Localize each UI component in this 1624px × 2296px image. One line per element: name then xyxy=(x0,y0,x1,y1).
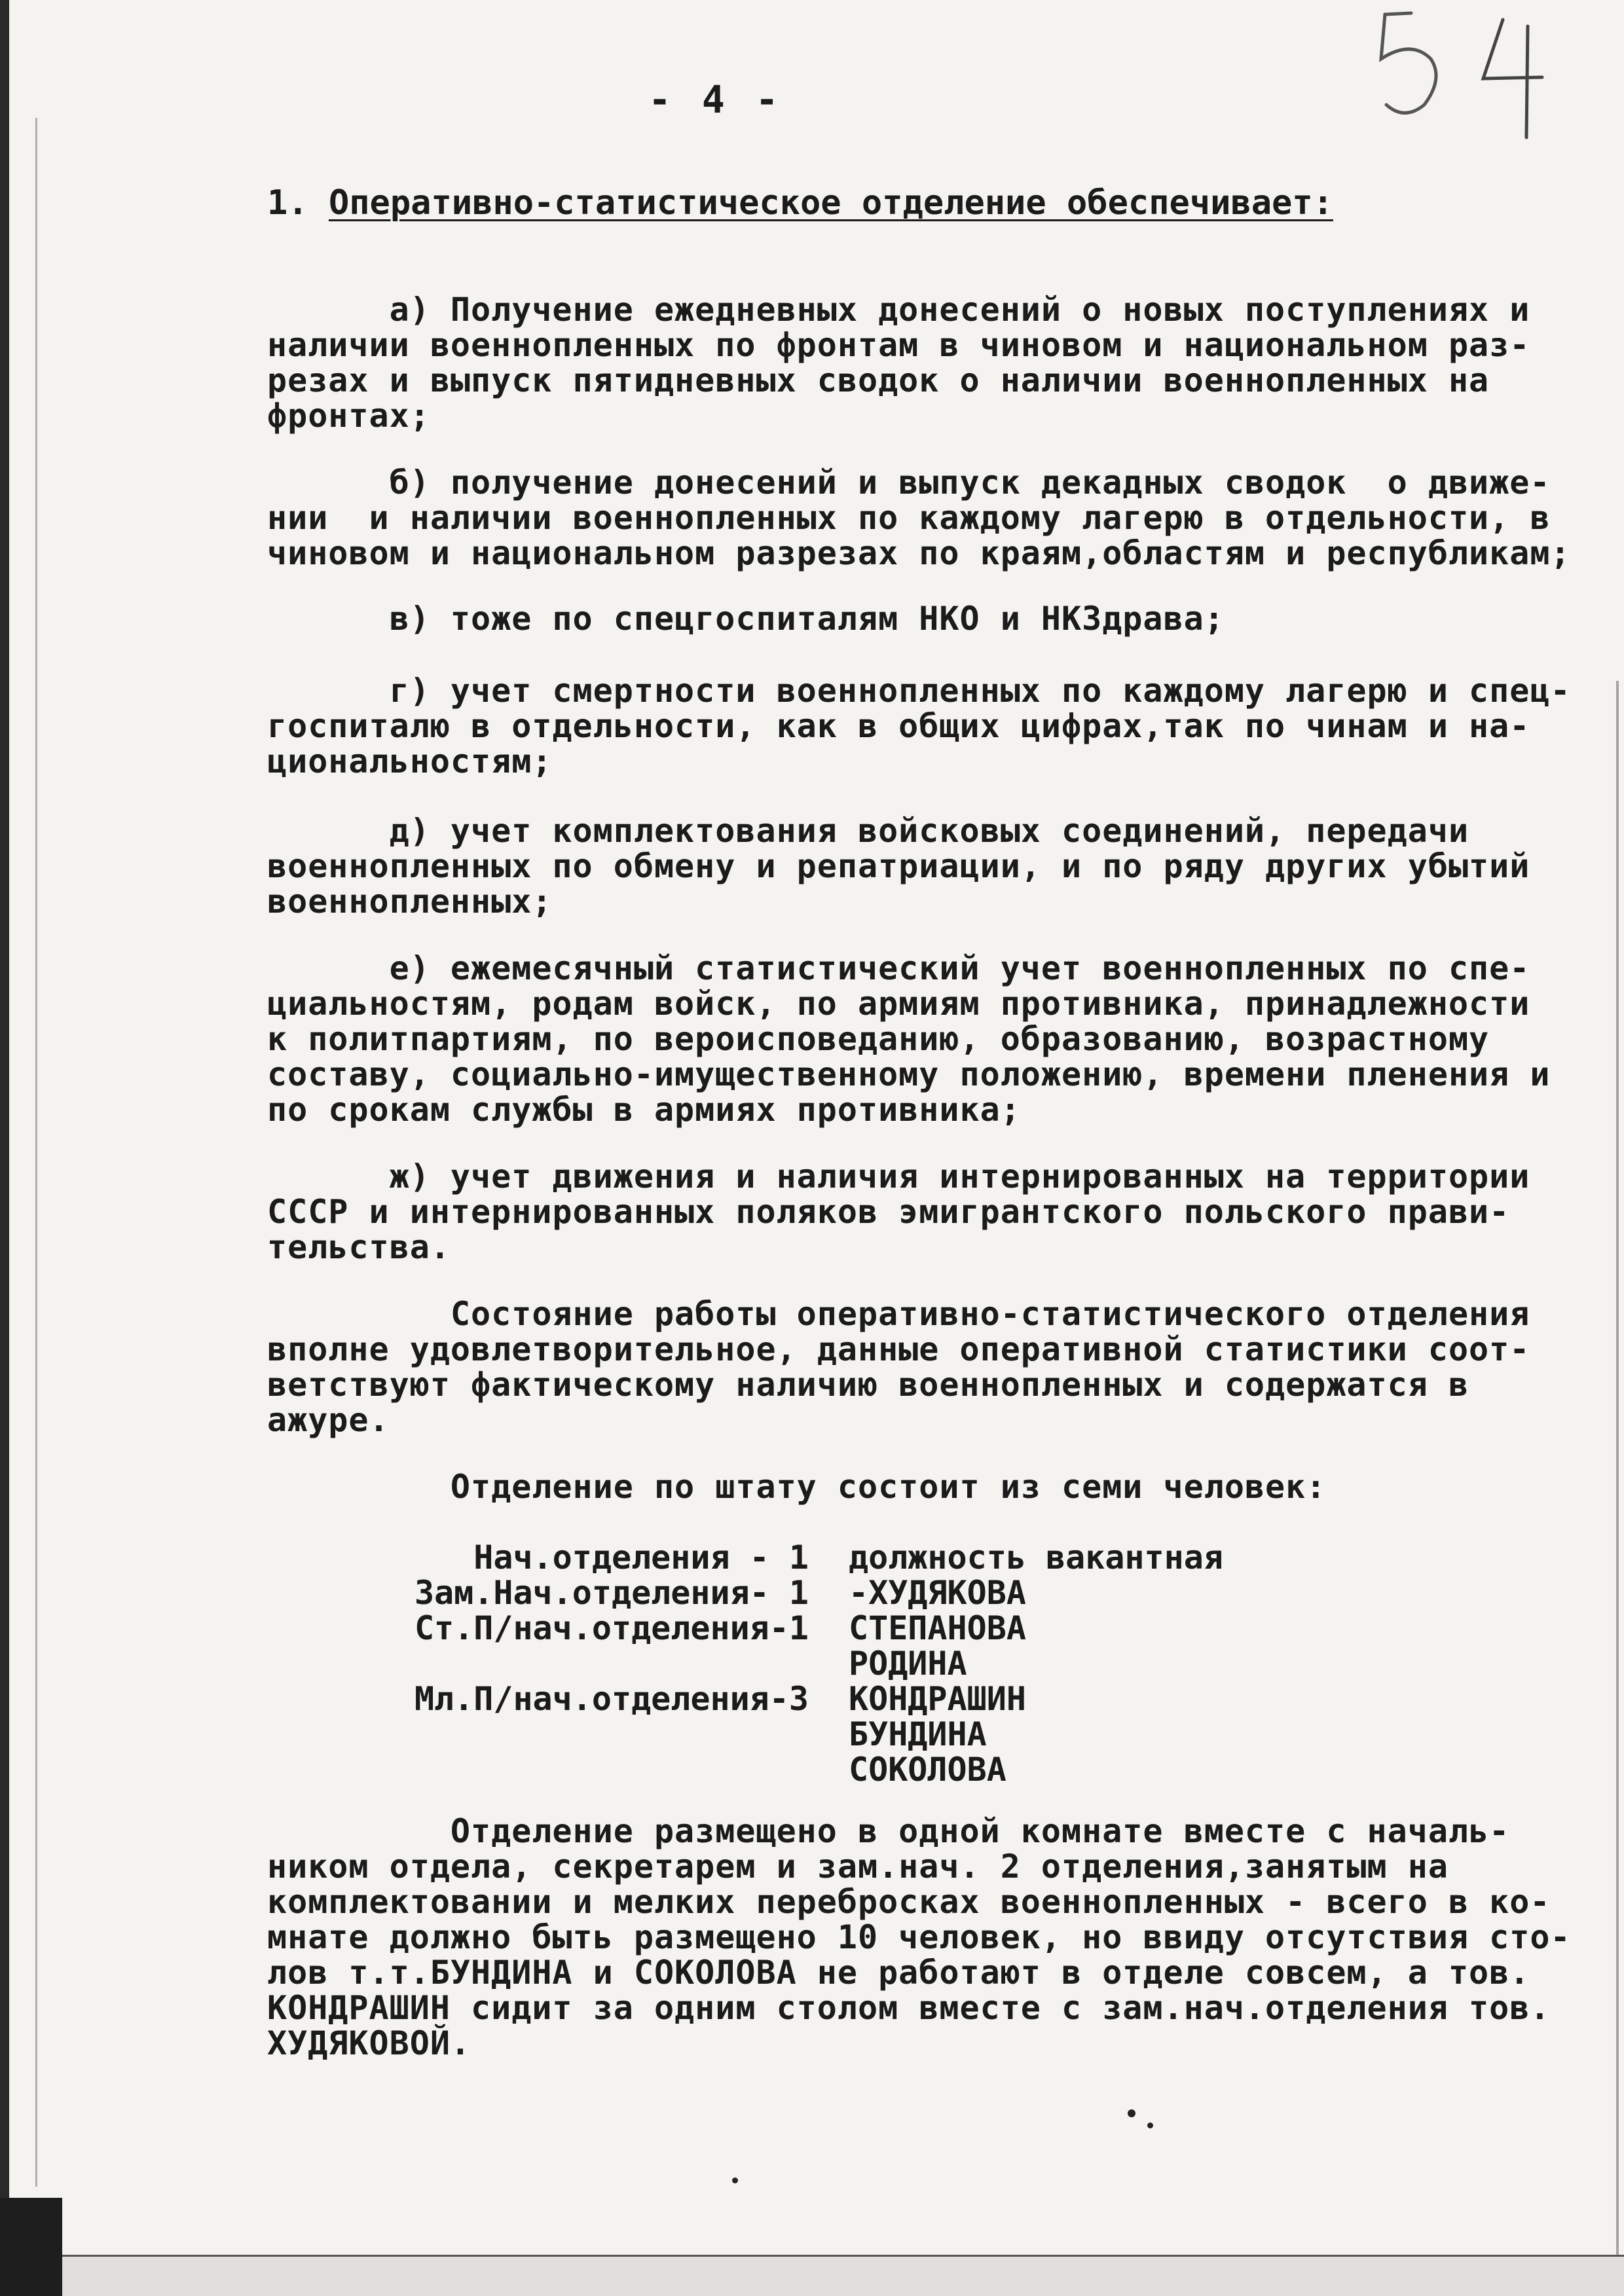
ink-speck xyxy=(1147,2123,1153,2128)
staff-position: Зам.Нач.отделения- 1 xyxy=(414,1574,809,1612)
item-a xyxy=(267,292,1530,433)
text-line: резах и выпуск пятидневных сводок о наличии военнопленных на xyxy=(267,361,1490,399)
text-line: тельства. xyxy=(267,1228,451,1266)
text-line: г) учет смертности военнопленных по каждому лагерю и спец- xyxy=(267,672,1571,710)
text-line: ажуре. xyxy=(267,1401,390,1439)
text-line: к политпартиям, по вероисповеданию, образованию, возрастному xyxy=(267,1020,1490,1058)
page-number: - 4 - xyxy=(648,77,783,122)
section-number: 1. xyxy=(267,183,308,223)
staff-name: БУНДИНА xyxy=(849,1715,987,1753)
text-line: КОНДРАШИН сидит за одним столом вместе с зам.нач.отделения тов. xyxy=(267,1989,1551,2027)
text-line: циальностям, родам войск, по армиям противника, принадлежности xyxy=(267,985,1530,1023)
staff-name: РОДИНА xyxy=(849,1645,967,1683)
staff-name: СОКОЛОВА xyxy=(849,1751,1006,1789)
ink-speck xyxy=(1128,2109,1135,2117)
staff-position-titles xyxy=(415,1540,809,1717)
item-b xyxy=(267,465,1571,571)
text-line: лов т.т.БУНДИНА и СОКОЛОВА не работают в отделе совсем, а тов. xyxy=(267,1954,1530,1992)
scan-edge-bottom xyxy=(0,2255,1624,2296)
closing-paragraph xyxy=(267,1813,1571,2061)
text-line: госпиталю в отдельности, как в общих цифрах,так по чинам и на- xyxy=(267,707,1530,745)
scan-corner-shadow xyxy=(0,2198,62,2296)
text-line: д) учет комплектования войсковых соединений, передачи xyxy=(267,812,1469,850)
text-line: чиновом и национальном разрезах по краям,областям и республикам; xyxy=(267,534,1571,572)
staff-position: Мл.П/нач.отделения-3 xyxy=(414,1680,809,1718)
text-line: комплектовании и мелких перебросках военнопленных - всего в ко- xyxy=(267,1883,1551,1921)
text-line: ж) учет движения и наличия интернированных на территории xyxy=(267,1157,1530,1195)
staff-intro xyxy=(267,1469,1326,1504)
item-zh xyxy=(267,1159,1530,1265)
text-line: военнопленных по обмену и репатриации, и по ряду других убытий xyxy=(267,847,1530,885)
staff-name: СТЕПАНОВА xyxy=(849,1609,1026,1647)
text-line: а) Получение ежедневных донесений о новых поступлениях и xyxy=(267,291,1530,329)
status-paragraph xyxy=(267,1296,1530,1438)
text-line: составу, социально-имущественному положению, времени пленения и xyxy=(267,1055,1551,1093)
text-line: мнате должно быть размещено 10 человек, но ввиду отсутствия сто- xyxy=(267,1918,1571,1956)
item-e xyxy=(267,951,1550,1127)
text-line: Отделение по штату состоит из семи человек: xyxy=(267,1468,1327,1506)
section-heading xyxy=(267,183,1333,223)
ink-speck xyxy=(732,2178,738,2183)
item-d xyxy=(267,813,1530,919)
item-v xyxy=(267,601,1225,636)
staff-position: Нач.отделения - 1 xyxy=(473,1539,809,1576)
text-line: циональностям; xyxy=(267,742,553,780)
text-line: вполне удовлетворительное, данные оперативной статистики соот- xyxy=(267,1330,1530,1368)
text-line: ХУДЯКОВОЙ. xyxy=(267,2024,471,2062)
staff-name: должность вакантная xyxy=(849,1539,1223,1576)
text-line: Состояние работы оперативно-статистического отделения xyxy=(267,1295,1530,1333)
text-line: по срокам службы в армиях противника; xyxy=(267,1091,1021,1129)
text-line: военнопленных; xyxy=(267,883,553,920)
text-line: СССР и интернированных поляков эмигрантского польского прави- xyxy=(267,1193,1510,1231)
text-line: в) тоже по спецгоспиталям НКО и НКЗдрава; xyxy=(267,600,1225,638)
text-line: е) ежемесячный статистический учет военнопленных по спе- xyxy=(267,949,1530,987)
text-line: нии и наличии военнопленных по каждому лагерю в отдельности, в xyxy=(267,499,1551,537)
text-line: б) получение донесений и выпуск декадных сводок о движе- xyxy=(267,464,1551,501)
item-g xyxy=(267,673,1571,779)
text-line: ветствуют фактическому наличию военнопленных и содержатся в xyxy=(267,1366,1469,1404)
text-line: ником отдела, секретарем и зам.нач. 2 отделения,занятым на xyxy=(267,1848,1449,1886)
scan-fold-line xyxy=(35,118,37,2187)
text-line: фронтах; xyxy=(267,397,430,435)
handwritten-page-number xyxy=(1372,0,1581,157)
scan-edge-right xyxy=(1616,681,1619,2291)
section-title: Оперативно-статистическое отделение обеспечивает: xyxy=(328,183,1333,223)
staff-names xyxy=(849,1540,1223,1787)
staff-name: -ХУДЯКОВА xyxy=(849,1574,1026,1612)
staff-name: КОНДРАШИН xyxy=(849,1680,1026,1718)
scan-edge-left xyxy=(0,0,9,2296)
text-line: наличии военнопленных по фронтам в чиновом и национальном раз- xyxy=(267,326,1530,364)
text-line: Отделение размещено в одной комнате вместе с началь- xyxy=(267,1812,1510,1850)
staff-position: Ст.П/нач.отделения-1 xyxy=(414,1609,809,1647)
